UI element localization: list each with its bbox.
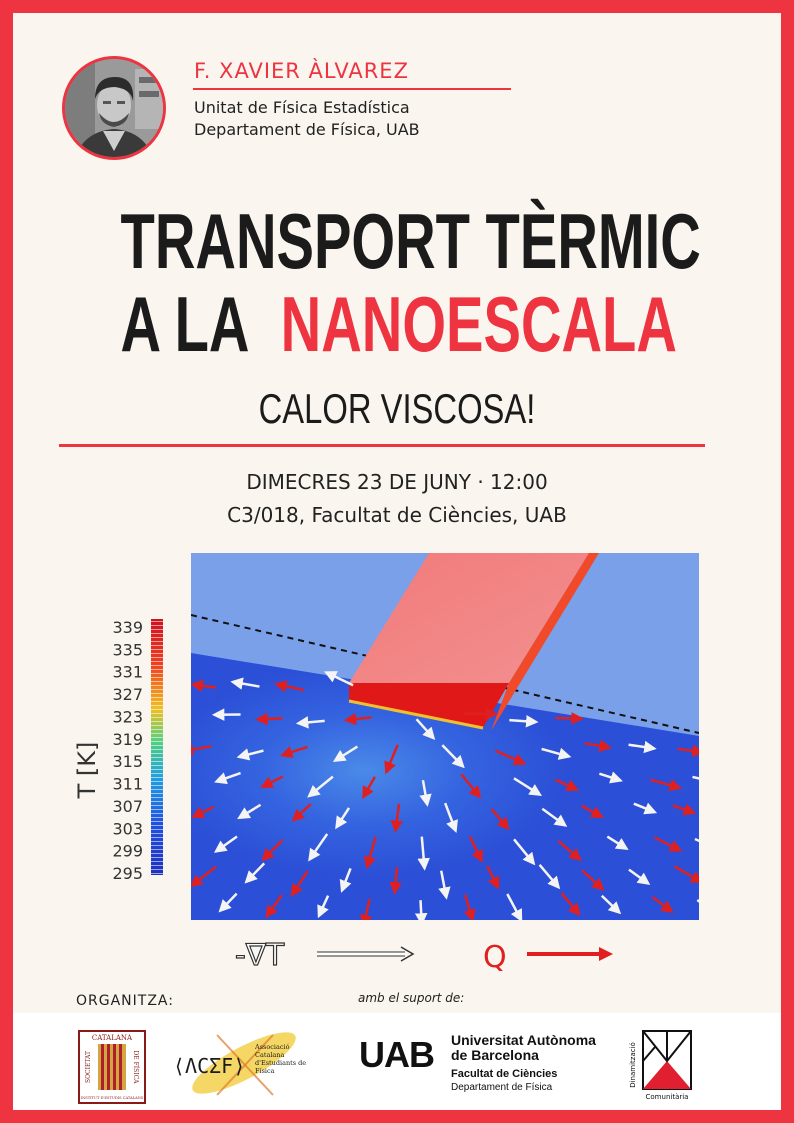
svg-text:INSTITUT D'ESTUDIS CATALANS: INSTITUT D'ESTUDIS CATALANS bbox=[80, 1096, 144, 1100]
svg-text:Departament de Física: Departament de Física bbox=[451, 1082, 553, 1093]
event-datetime: DIMECRES 23 DE JUNY · 12:00 bbox=[246, 470, 548, 494]
colorbar-label: T [K] bbox=[73, 741, 101, 799]
colorbar-tick-label: 327 bbox=[112, 685, 143, 705]
svg-text:Catalana: Catalana bbox=[255, 1051, 285, 1059]
speaker-affiliation-department: Departament de Física, UAB bbox=[194, 120, 420, 139]
svg-text:Comunitària: Comunitària bbox=[645, 1093, 689, 1101]
arrow-legend bbox=[235, 935, 635, 975]
title-highlight: NANOESCALA bbox=[280, 280, 677, 368]
event-location: C3/018, Facultat de Ciències, UAB bbox=[227, 503, 567, 527]
poster bbox=[13, 13, 781, 1110]
svg-text:CATALANA: CATALANA bbox=[91, 1034, 133, 1042]
organizers-label: ORGANITZA: bbox=[76, 993, 174, 1009]
colorbar-tick-label: 315 bbox=[112, 752, 143, 772]
svg-text:Facultat de Ciències: Facultat de Ciències bbox=[451, 1068, 558, 1080]
colorbar-tick-label: 311 bbox=[112, 774, 143, 794]
gradient-label: -∇T bbox=[235, 938, 285, 973]
name-underline bbox=[193, 88, 511, 90]
logos-strip bbox=[13, 1013, 781, 1110]
colorbar-tick-label: 339 bbox=[112, 618, 143, 637]
colorbar-tick-label: 323 bbox=[112, 707, 143, 727]
svg-text:Física: Física bbox=[255, 1067, 275, 1075]
title-divider bbox=[59, 444, 705, 447]
subtitle: CALOR VISCOSA! bbox=[258, 385, 536, 432]
heat-flux-label: Q bbox=[483, 940, 507, 975]
colorbar-tick-label: 331 bbox=[112, 662, 143, 682]
uab-logo bbox=[359, 1029, 609, 1101]
temperature-gradient-vector bbox=[421, 900, 422, 920]
heat-flux-arrow bbox=[527, 947, 613, 961]
colorbar-tick-label: 303 bbox=[112, 819, 143, 839]
dinamitzacio-logo bbox=[625, 1027, 697, 1103]
speaker-photo bbox=[62, 56, 166, 160]
support-label: amb el suport de: bbox=[358, 991, 465, 1005]
heat-flux-vector bbox=[555, 718, 581, 719]
svg-text:UAB: UAB bbox=[359, 1034, 434, 1075]
speaker-name: F. XAVIER ÀLVAREZ bbox=[194, 59, 409, 83]
svg-text:Dinamització: Dinamització bbox=[629, 1042, 637, 1088]
colorbar-tick-label: 299 bbox=[112, 841, 143, 861]
speaker-affiliation-unit: Unitat de Física Estadística bbox=[194, 98, 410, 117]
title-line2 bbox=[120, 279, 677, 369]
colorbar-tick-label: 319 bbox=[112, 729, 143, 749]
title-line2-prefix: A LA bbox=[120, 280, 250, 368]
heat-flux-vector bbox=[258, 718, 283, 719]
simulation-figure bbox=[191, 553, 699, 920]
colorbar-tick-label: 335 bbox=[112, 640, 143, 660]
colorbar-tick-label: 295 bbox=[112, 864, 143, 883]
colorbar-tick-label: 307 bbox=[112, 796, 143, 816]
colorbar bbox=[43, 605, 183, 885]
svg-text:de Barcelona: de Barcelona bbox=[451, 1047, 539, 1063]
acef-logo bbox=[169, 1031, 329, 1099]
scf-logo bbox=[78, 1030, 146, 1104]
svg-text:⟨ΛCΣF⟩: ⟨ΛCΣF⟩ bbox=[173, 1054, 246, 1078]
svg-text:DE FÍSICA: DE FÍSICA bbox=[132, 1050, 139, 1084]
svg-text:d'Estudiants de: d'Estudiants de bbox=[255, 1059, 307, 1067]
svg-text:Universitat Autònoma: Universitat Autònoma bbox=[451, 1032, 596, 1048]
svg-text:Associació: Associació bbox=[255, 1043, 290, 1051]
title-line1: TRANSPORT TÈRMIC bbox=[120, 197, 701, 285]
gradient-arrow bbox=[317, 947, 413, 961]
svg-text:SOCIETAT: SOCIETAT bbox=[85, 1050, 92, 1084]
